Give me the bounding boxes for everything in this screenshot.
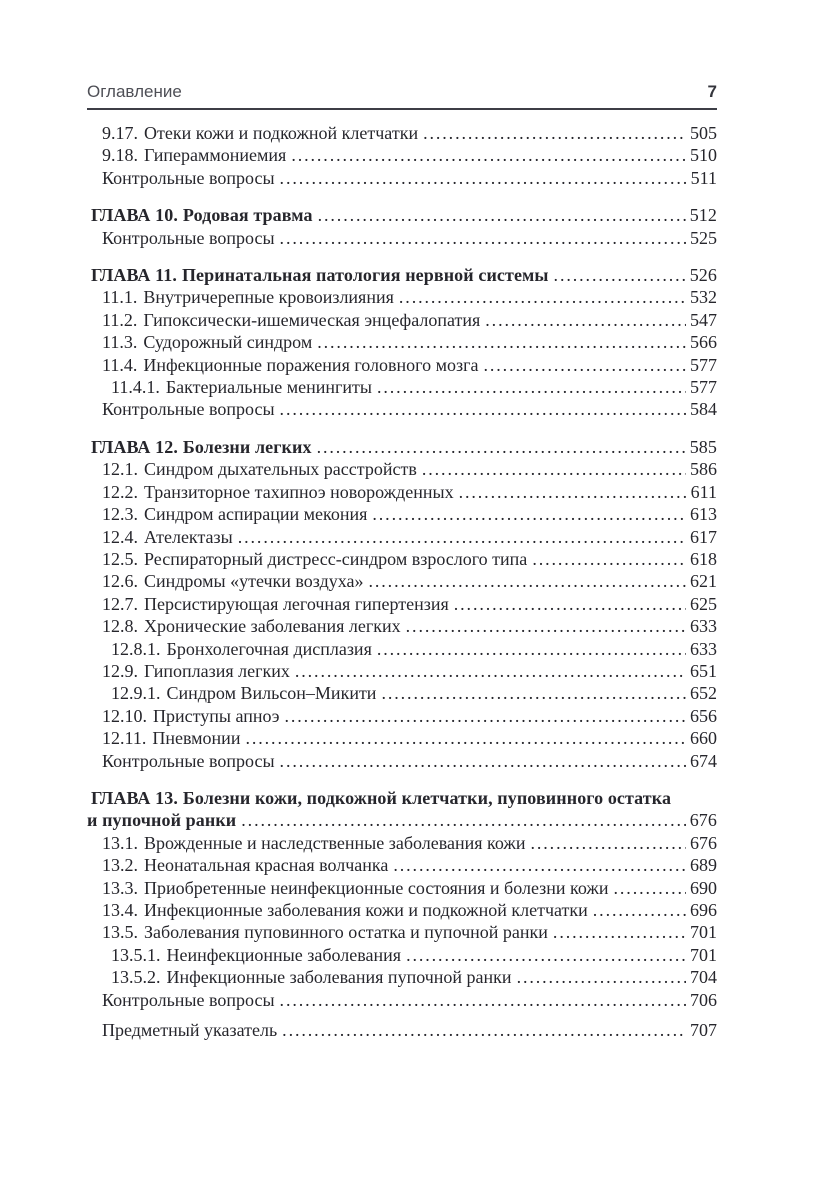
entry-title: Инфекционные поражения головного мозга (143, 354, 479, 375)
entry-title: Контрольные вопросы (102, 989, 275, 1010)
dot-leader (454, 593, 686, 615)
entry-title: Контрольные вопросы (102, 399, 275, 420)
dot-leader (280, 227, 686, 249)
dot-leader (406, 944, 686, 966)
dot-leader (532, 548, 686, 570)
entry-title: Транзиторное тахипноэ новорожденных (144, 481, 454, 502)
toc-entry (87, 570, 717, 592)
dot-leader (368, 570, 686, 592)
toc-entry (87, 548, 717, 570)
dot-leader (245, 727, 686, 749)
toc-entry (87, 966, 717, 988)
entry-page: 505 (690, 123, 717, 143)
entry-title: Синдром Вильсон–Микити (166, 683, 377, 704)
entry-title: Перинатальная патология нервной системы (181, 265, 549, 286)
entry-number: 12.7. (102, 593, 138, 614)
entry-page: 674 (690, 750, 717, 771)
entry-page: 625 (690, 593, 717, 614)
dot-leader (291, 144, 686, 166)
entry-number: 11.1. (102, 287, 138, 308)
toc-entry (87, 1019, 717, 1041)
toc-entry (87, 593, 717, 615)
entry-title: Инфекционные заболевания кожи и подкожной клетчатки (144, 900, 588, 920)
running-head-title: Оглавление (87, 82, 182, 101)
entry-page: 577 (690, 377, 717, 398)
entry-page: 701 (690, 922, 717, 943)
dot-leader (423, 122, 686, 144)
entry-number: 13.5. (102, 922, 138, 943)
entry-number: ГЛАВА 10. (91, 205, 178, 226)
entry-title: Предметный указатель (102, 1020, 278, 1041)
entry-page: 707 (690, 1020, 717, 1041)
entry-page: 584 (690, 399, 717, 420)
entry-title: Болезни кожи, подкожной клетчатки, пуповинного остатка (182, 787, 672, 808)
entry-number: 13.1. (102, 832, 138, 853)
entry-number: 13.2. (102, 855, 138, 876)
entry-page: 690 (690, 877, 717, 898)
dot-leader (317, 436, 686, 458)
entry-number: 11.3. (102, 332, 138, 353)
toc-chapter-entry (87, 264, 717, 286)
entry-title: Врожденные и наследственные заболевания кожи (144, 832, 526, 853)
dot-leader (614, 877, 687, 899)
toc-entry (87, 526, 717, 548)
dot-leader (280, 989, 686, 1011)
toc-section (87, 1019, 717, 1041)
toc-entry (87, 899, 717, 921)
dot-leader (280, 750, 686, 772)
entry-title: Родовая травма (182, 205, 313, 226)
entry-title: Неинфекционные заболевания (166, 944, 402, 965)
entry-title: Респираторный дистресс-синдром взрослого типа (144, 548, 528, 569)
toc-entry (87, 309, 717, 331)
entry-page: 511 (690, 167, 717, 188)
dot-leader (399, 286, 686, 308)
toc-entry (87, 682, 717, 704)
toc-section (87, 264, 717, 421)
toc-entry (87, 458, 717, 480)
toc-entry (87, 122, 717, 144)
entry-page: 651 (690, 660, 717, 681)
toc-entry (87, 503, 717, 525)
entry-page: 577 (690, 354, 717, 375)
dot-leader (517, 966, 686, 988)
entry-title: Приступы апноэ (153, 705, 280, 726)
entry-page: 701 (690, 944, 717, 965)
toc-chapter-entry (87, 436, 717, 458)
dot-leader (554, 264, 686, 286)
entry-page: 676 (689, 810, 717, 831)
entry-page: 656 (690, 705, 717, 726)
entry-title: Внутричерепные кровоизлияния (143, 287, 394, 308)
toc-entry (87, 398, 717, 420)
entry-page: 704 (690, 967, 717, 988)
entry-title: Отеки кожи и подкожной клетчатки (144, 123, 419, 143)
entry-number: 13.3. (102, 877, 138, 898)
entry-page: 689 (690, 855, 717, 876)
entry-number: 9.17. (102, 123, 138, 143)
entry-title: Синдром дыхательных расстройств (144, 459, 417, 480)
toc-entry (87, 660, 717, 682)
dot-leader (553, 921, 686, 943)
entry-page: 613 (690, 504, 717, 525)
entry-page: 547 (690, 309, 717, 330)
page-number: 7 (707, 82, 717, 101)
dot-leader (530, 832, 686, 854)
entry-title: Гипоксически-ишемическая энцефалопатия (143, 309, 481, 330)
dot-leader (377, 638, 686, 660)
dot-leader (282, 1019, 686, 1041)
toc-entry (87, 750, 717, 772)
dot-leader (393, 854, 686, 876)
entry-page: 652 (690, 683, 717, 704)
entry-title: Заболевания пуповинного остатка и пупочной ранки (144, 922, 548, 943)
entry-title: Пневмонии (152, 728, 241, 749)
toc-entry (87, 854, 717, 876)
entry-title: Инфекционные заболевания пупочной ранки (166, 967, 512, 988)
entry-page: 696 (690, 900, 717, 920)
entry-title: Приобретенные неинфекционные состояния и болезни кожи (144, 877, 609, 898)
toc-entry-continuation (87, 809, 717, 831)
toc-section (87, 787, 717, 1011)
entry-title: Контрольные вопросы (102, 227, 275, 248)
entry-number: 13.5.1. (111, 944, 161, 965)
toc-entry (87, 227, 717, 249)
entry-number: ГЛАВА 12. (91, 436, 178, 457)
entry-number: 12.11. (102, 728, 147, 749)
entry-number: 11.4.1. (111, 377, 160, 398)
entry-number: 9.18. (102, 145, 138, 166)
dot-leader (238, 526, 686, 548)
entry-page: 676 (690, 832, 717, 853)
dot-leader (284, 705, 686, 727)
toc-entry (87, 331, 717, 353)
entry-title: Бронхолегочная дисплазия (166, 638, 372, 659)
entry-title: Контрольные вопросы (102, 167, 275, 188)
entry-number: 12.8.1. (111, 638, 161, 659)
entry-title: Бактериальные менингиты (165, 377, 372, 398)
entry-page: 566 (690, 332, 717, 353)
toc-entry (87, 638, 717, 660)
entry-number: 13.4. (102, 900, 138, 920)
entry-number: 12.10. (102, 705, 147, 726)
toc-chapter-entry (87, 204, 717, 226)
toc (87, 110, 717, 1041)
entry-number: ГЛАВА 11. (91, 265, 177, 286)
toc-entry (87, 944, 717, 966)
entry-title: и пупочной ранки (87, 810, 237, 831)
entry-number: 11.4. (102, 354, 138, 375)
dot-leader (381, 682, 686, 704)
dot-leader (377, 376, 686, 398)
entry-number: 12.6. (102, 571, 138, 592)
entry-title: Болезни легких (182, 436, 312, 457)
dot-leader (422, 458, 686, 480)
dot-leader (483, 354, 686, 376)
entry-number: 12.3. (102, 504, 138, 525)
toc-entry (87, 877, 717, 899)
dot-leader (295, 660, 686, 682)
toc-entry (87, 615, 717, 637)
toc-entry (87, 167, 717, 189)
entry-page: 585 (689, 436, 717, 457)
toc-entry (87, 354, 717, 376)
entry-number: 12.1. (102, 459, 138, 480)
entry-page: 617 (690, 526, 717, 547)
dot-leader (593, 899, 686, 921)
dot-leader (280, 398, 686, 420)
entry-page: 633 (690, 638, 717, 659)
entry-number: 12.9.1. (111, 683, 161, 704)
entry-number: 12.9. (102, 660, 138, 681)
entry-page: 526 (689, 265, 717, 286)
entry-title: Синдромы «утечки воздуха» (144, 571, 364, 592)
entry-title: Ателектазы (144, 526, 233, 547)
dot-leader (241, 809, 685, 831)
entry-number: 12.2. (102, 481, 138, 502)
entry-page: 618 (690, 548, 717, 569)
entry-page: 525 (690, 227, 717, 248)
entry-page: 611 (690, 481, 717, 502)
page-header (87, 82, 717, 110)
toc-entry (87, 376, 717, 398)
dot-leader (485, 309, 686, 331)
entry-number: 13.5.2. (111, 967, 161, 988)
entry-page: 532 (690, 287, 717, 308)
entry-number: 12.4. (102, 526, 138, 547)
toc-entry (87, 989, 717, 1011)
entry-page: 512 (689, 205, 717, 226)
toc-entry (87, 832, 717, 854)
entry-page: 633 (690, 616, 717, 637)
entry-title: Судорожный синдром (143, 332, 313, 353)
entry-page: 706 (690, 989, 717, 1010)
entry-title: Гипоплазия легких (144, 660, 290, 681)
dot-leader (280, 167, 687, 189)
entry-page: 660 (690, 728, 717, 749)
entry-number: 12.5. (102, 548, 138, 569)
toc-chapter-entry (87, 787, 717, 809)
toc-entry (87, 705, 717, 727)
entry-page: 621 (690, 571, 717, 592)
dot-leader (406, 615, 686, 637)
entry-title: Гипераммониемия (144, 145, 287, 166)
toc-section (87, 436, 717, 772)
entry-number: 11.2. (102, 309, 138, 330)
toc-section (87, 204, 717, 249)
entry-page: 510 (690, 145, 717, 166)
dot-leader (372, 503, 686, 525)
dot-leader (459, 481, 687, 503)
entry-number: ГЛАВА 13. (91, 787, 178, 808)
toc-entry (87, 727, 717, 749)
toc-entry (87, 481, 717, 503)
dot-leader (317, 331, 686, 353)
entry-page: 586 (690, 459, 717, 480)
entry-title: Персистирующая легочная гипертензия (144, 593, 449, 614)
toc-section (87, 122, 717, 189)
entry-title: Контрольные вопросы (102, 750, 275, 771)
dot-leader (318, 204, 686, 226)
entry-title: Хронические заболевания легких (144, 616, 401, 637)
toc-entry (87, 286, 717, 308)
toc-entry (87, 144, 717, 166)
entry-title: Неонатальная красная волчанка (144, 855, 389, 876)
entry-title: Синдром аспирации мекония (144, 504, 368, 525)
entry-number: 12.8. (102, 616, 138, 637)
toc-entry (87, 921, 717, 943)
